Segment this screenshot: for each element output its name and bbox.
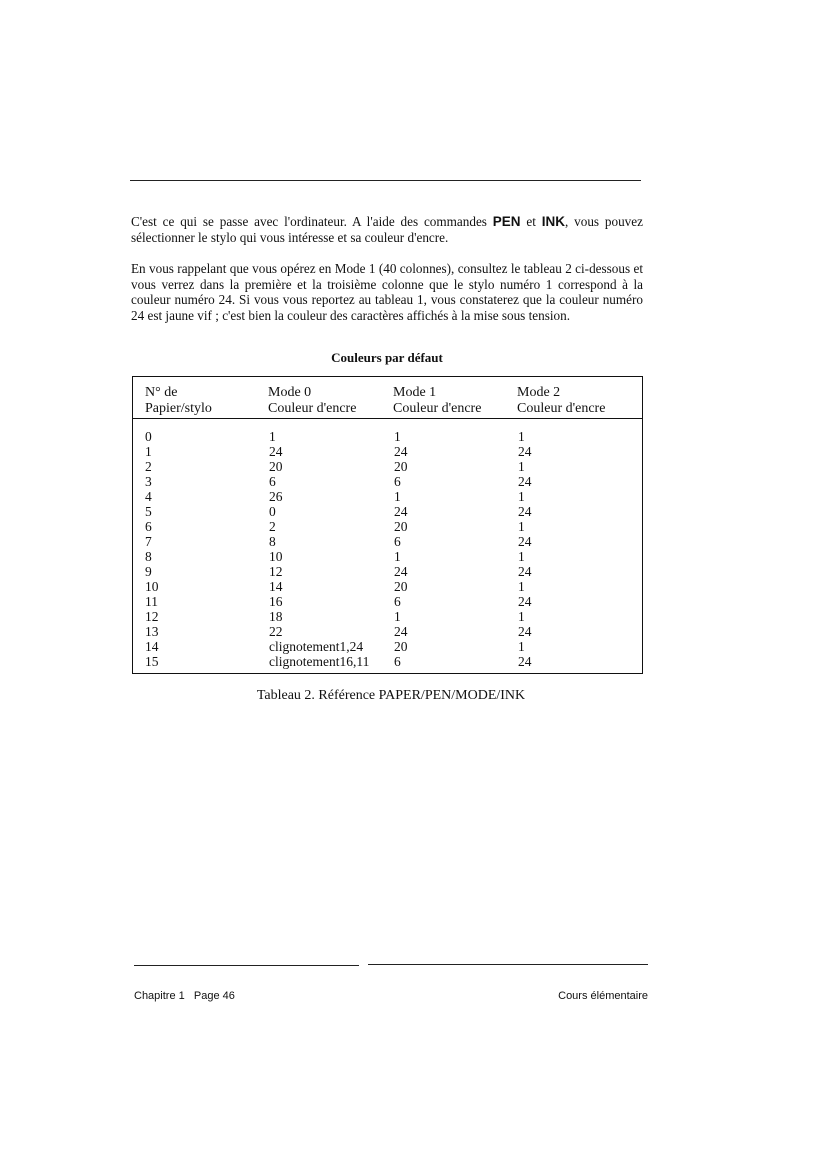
table-cell: 1 (518, 489, 525, 504)
table-cell: 18 (269, 609, 283, 624)
table-cell: clignotement1,24 (269, 639, 364, 654)
table-cell: 14 (145, 639, 159, 654)
table-cell: 1 (518, 519, 525, 534)
table-cell: 0 (145, 429, 152, 444)
top-rule (130, 180, 641, 181)
table-cell: 24 (518, 444, 532, 459)
table-cell: 1 (394, 429, 401, 444)
table-cell: 24 (518, 504, 532, 519)
table-cell: 8 (269, 534, 276, 549)
table-cell: 1 (518, 609, 525, 624)
table-cell: clignotement16,11 (269, 654, 370, 669)
table-cell: 20 (394, 639, 408, 654)
table-cell: 2 (145, 459, 152, 474)
header-mode-2: Mode 2 Couleur d'encre (517, 385, 606, 416)
table-cell: 24 (518, 534, 532, 549)
footer-left: Chapitre 1 Page 46 (134, 990, 235, 1002)
header-mode-1: Mode 1 Couleur d'encre (393, 385, 482, 416)
table-cell: 12 (145, 609, 159, 624)
table-cell: 1 (518, 459, 525, 474)
table-cell: 1 (269, 429, 276, 444)
table-cell: 8 (145, 549, 152, 564)
table-cell: 1 (394, 609, 401, 624)
table-caption: Tableau 2. Référence PAPER/PEN/MODE/INK (256, 688, 526, 703)
table-cell: 24 (518, 474, 532, 489)
table-cell: 24 (269, 444, 283, 459)
table-cell: 24 (518, 654, 532, 669)
table-cell: 11 (145, 594, 158, 609)
table-cell: 24 (518, 594, 532, 609)
table-cell: 1 (145, 444, 152, 459)
table-cell: 0 (269, 504, 276, 519)
table-cell: 1 (518, 639, 525, 654)
column-mode-2 (518, 429, 532, 669)
table-cell: 3 (145, 474, 152, 489)
table-cell: 1 (394, 549, 401, 564)
table-cell: 1 (518, 579, 525, 594)
table-cell: 4 (145, 489, 152, 504)
table-cell: 15 (145, 654, 159, 669)
column-mode-1 (394, 429, 408, 669)
table-cell: 6 (394, 594, 401, 609)
table-cell: 10 (145, 579, 159, 594)
table-cell: 1 (518, 429, 525, 444)
table-cell: 26 (269, 489, 283, 504)
paragraph-2: En vous rappelant que vous opérez en Mode 1 (40 colonnes), consultez le tableau 2 ci-dessous et vous verrez dans la première et la troisième colonne que le stylo numéro 1 correspond à la couleur numéro 24. Si vous vous reportez au tableau 1, vous constaterez que la couleur numéro 24 est jaune vif ; c'est bien la couleur des caractères affichés à la mise sous tension. (131, 261, 643, 323)
table-cell: 20 (394, 579, 408, 594)
table-cell: 24 (394, 444, 408, 459)
table-cell: 14 (269, 579, 283, 594)
table-cell: 22 (269, 624, 283, 639)
header-mode-0: Mode 0 Couleur d'encre (268, 385, 357, 416)
pen-keyword: PEN (492, 214, 521, 229)
header-paper-pen: N° de Papier/stylo (145, 385, 212, 416)
table-cell: 24 (394, 504, 408, 519)
table-cell: 10 (269, 549, 283, 564)
table-cell: 20 (394, 519, 408, 534)
table-cell: 24 (518, 564, 532, 579)
table-cell: 6 (394, 474, 401, 489)
table-title: Couleurs par défaut (331, 350, 443, 365)
table-cell: 5 (145, 504, 152, 519)
column-mode-0 (269, 429, 369, 669)
table-cell: 7 (145, 534, 152, 549)
header-rule (133, 418, 642, 419)
table-cell: 16 (269, 594, 283, 609)
table-cell: 24 (394, 564, 408, 579)
table-cell: 6 (269, 474, 276, 489)
ink-keyword: INK (541, 214, 565, 229)
table-cell: 6 (394, 534, 401, 549)
colors-table (132, 376, 643, 674)
table-cell: 1 (394, 489, 401, 504)
paragraph-1: C'est ce qui se passe avec l'ordinateur. A l'aide des commandes PEN et INK, vous pouvez sélectionner le stylo qui vous intéresse et sa couleur d'encre. (131, 214, 643, 245)
table-cell: 13 (145, 624, 159, 639)
column-paper-pen (145, 429, 159, 669)
bottom-rule-left (134, 965, 359, 966)
table-cell: 6 (145, 519, 152, 534)
table-cell: 2 (269, 519, 276, 534)
footer-right: Cours élémentaire (558, 990, 648, 1002)
table-cell: 12 (269, 564, 283, 579)
table-cell: 6 (394, 654, 401, 669)
table-cell: 24 (394, 624, 408, 639)
table-cell: 24 (518, 624, 532, 639)
table-cell: 20 (394, 459, 408, 474)
table-cell: 1 (518, 549, 525, 564)
table-cell: 20 (269, 459, 283, 474)
table-cell: 9 (145, 564, 152, 579)
bottom-rule-right (368, 964, 648, 965)
